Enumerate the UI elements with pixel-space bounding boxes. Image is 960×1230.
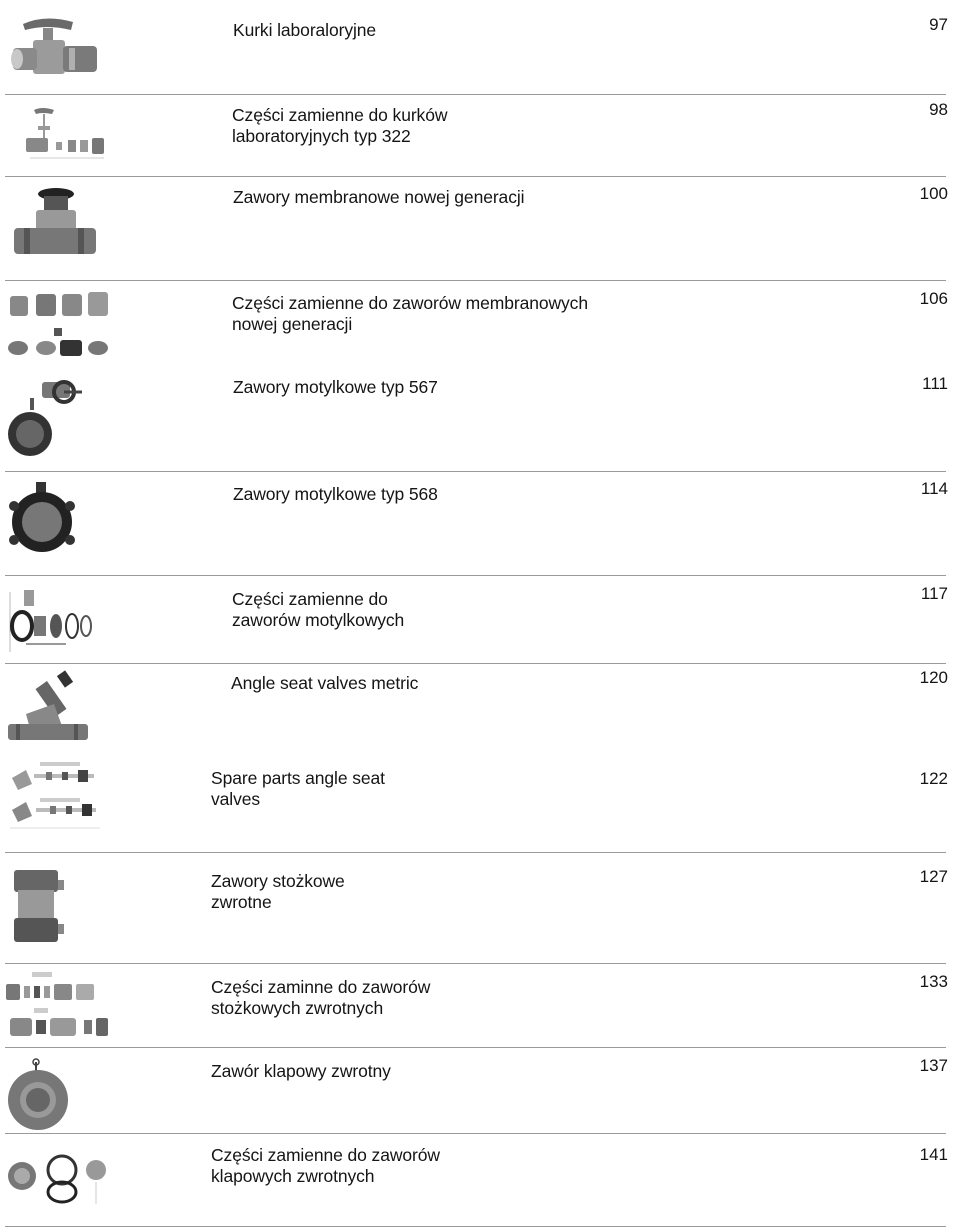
divider (5, 963, 946, 964)
angle-seat-valve-image (6, 670, 90, 748)
entry-title: Zawory motylkowe typ 568 (233, 484, 438, 504)
divider (5, 1133, 946, 1134)
page-number: 133 (919, 972, 948, 991)
page-number: 98 (929, 100, 948, 119)
swing-check-parts-image (4, 1146, 114, 1216)
page-number: 127 (919, 867, 948, 886)
page-number: 117 (920, 584, 948, 603)
divider (5, 94, 946, 95)
page-number: 100 (919, 184, 948, 203)
divider (5, 280, 946, 281)
butterfly-parts-image (6, 586, 106, 656)
page-number: 141 (919, 1145, 948, 1164)
divider (5, 1047, 946, 1048)
swing-check-valve-image (4, 1058, 78, 1132)
page-number: 97 (929, 15, 948, 34)
entry-title: Części zamienne do zaworów motylkowych (232, 589, 405, 630)
cone-check-parts-image (4, 970, 110, 1042)
laboratory-cock-image (5, 12, 105, 88)
lab-cock-parts-image (20, 104, 110, 164)
entry-title: Części zaminne do zaworów stożkowych zwrotnych (211, 977, 431, 1018)
divider (5, 663, 946, 664)
divider (5, 471, 946, 472)
page-number: 111 (922, 374, 948, 393)
butterfly-valve-567-image (2, 376, 112, 458)
divider (5, 1226, 946, 1227)
angle-seat-parts-image (6, 760, 104, 834)
entry-title: Zawór klapowy zwrotny (211, 1061, 391, 1081)
diaphragm-valve-image (10, 184, 100, 266)
divider (5, 852, 946, 853)
page-number: 114 (920, 479, 948, 498)
entry-title: Spare parts angle seat valves (211, 768, 385, 809)
entry-title: Zawory membranowe nowej generacji (233, 187, 525, 207)
divider (5, 176, 946, 177)
page-number: 106 (919, 289, 948, 308)
divider (5, 575, 946, 576)
entry-title: Części zamienne do kurków laboratoryjnych typ 322 (232, 105, 448, 146)
page-number: 137 (919, 1056, 948, 1075)
butterfly-valve-568-image (6, 480, 78, 556)
cone-check-valve-image (6, 866, 82, 946)
entry-title: Zawory motylkowe typ 567 (233, 377, 438, 397)
entry-title: Części zamienne do zaworów membranowych nowej generacji (232, 293, 588, 334)
entry-title: Zawory stożkowe zwrotne (211, 871, 345, 912)
entry-title: Angle seat valves metric (231, 673, 419, 693)
entry-title: Kurki laboraloryjne (233, 20, 377, 40)
entry-title: Części zamienne do zaworów klapowych zwrotnych (211, 1145, 440, 1186)
page-number: 122 (919, 769, 948, 788)
diaphragm-parts-image (6, 290, 111, 362)
page-number: 120 (919, 668, 948, 687)
